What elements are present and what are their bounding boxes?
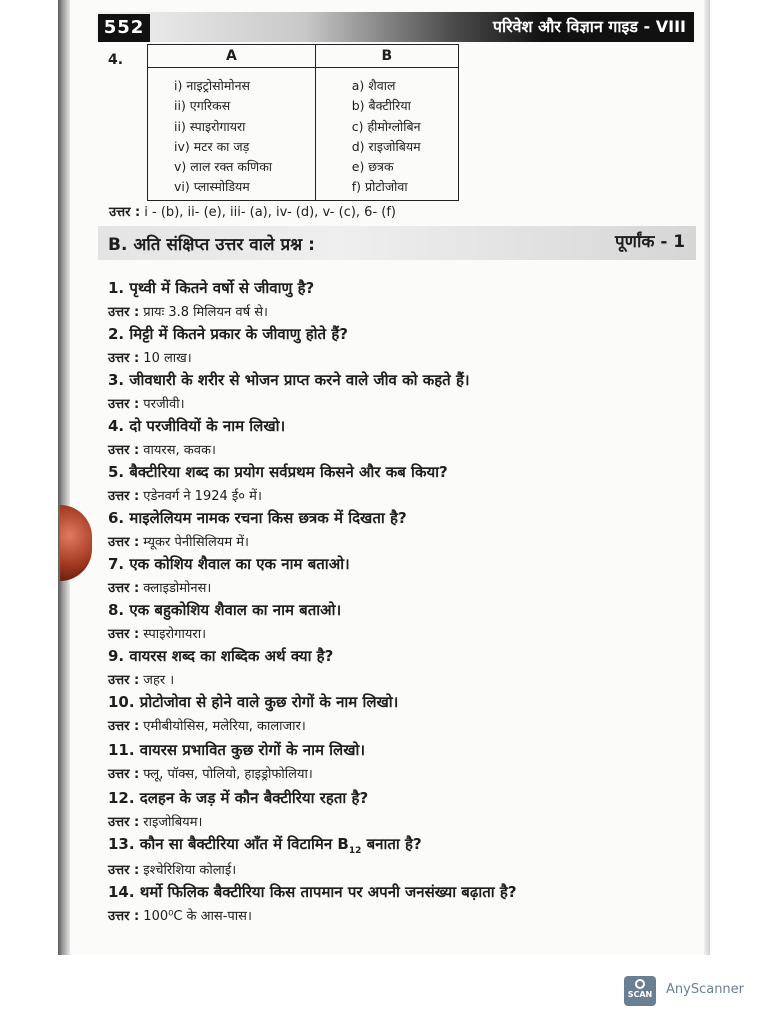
column-b-item: d) राइजोबियम [351, 138, 421, 154]
scanner-logo-icon [624, 976, 656, 1006]
answer-text: क्लाइडोमोनस। [143, 581, 212, 596]
column-b-item: c) हीमोग्लोबिन [351, 118, 421, 134]
scanner-brand: AnyScanner [666, 982, 745, 997]
question: 4. दो परजीवियों के नाम लिखो। [108, 417, 286, 435]
answer [108, 302, 698, 320]
answer [108, 812, 698, 830]
column-a-item: i) नाइट्रोसोमोनस [174, 78, 250, 93]
page-number: 552 [98, 14, 150, 42]
match-table [147, 44, 459, 201]
question: 10. प्रोटोजोवा से होने वाले कुछ रोगों के नाम लिखो। [108, 693, 399, 711]
answer [108, 578, 698, 596]
answer [108, 716, 698, 734]
section-title: B. अति संक्षिप्त उत्तर वाले प्रश्न : [108, 235, 315, 255]
answer-label: उत्तर : [108, 305, 140, 320]
match-question-number: 4. [108, 52, 124, 68]
question: 5. बैक्टीरिया शब्द का प्रयोग सर्वप्रथम किसने और कब किया? [108, 463, 448, 481]
answer-label: उत्तर : [108, 767, 140, 782]
answer-text: राइजोबियम। [143, 815, 203, 830]
answer-label: उत्तर : [108, 627, 140, 642]
answer-text: इश्चेरिशिया कोलाई। [143, 863, 237, 878]
column-a-item: v) लाल रक्त कणिका [174, 159, 273, 175]
answer-label: उत्तर : [108, 535, 140, 550]
answer [108, 860, 698, 878]
answer-text: परजीवी। [143, 397, 185, 412]
answer [108, 348, 698, 366]
answer-text: एमीबीयोसिस, मलेरिया, कालाजार। [143, 719, 306, 734]
question: 14. थर्मो फिलिक बैक्टीरिया किस तापमान पर अपनी जनसंख्या बढ़ाता है? [108, 883, 517, 901]
answer [108, 624, 698, 642]
answer-label: उत्तर : [108, 673, 140, 688]
answer [108, 670, 698, 688]
scanner-logo-text: SCAN [627, 990, 653, 999]
answer-label: उत्तर : [108, 909, 140, 924]
question: 7. एक कोशिय शैवाल का एक नाम बताओ। [108, 555, 350, 573]
question: 2. मिट्टी में कितने प्रकार के जीवाणु होते हैं? [108, 325, 348, 343]
answer-label: उत्तर : [108, 581, 140, 596]
question [108, 834, 698, 856]
question: 11. वायरस प्रभावित कुछ रोगों के नाम लिखो। [108, 741, 366, 759]
question: 3. जीवधारी के शरीर से भोजन प्राप्त करने वाले जीव को कहते हैं। [108, 371, 470, 389]
answer-label: उत्तर : [108, 815, 140, 830]
answer-text: म्यूकर पेनीसिलियम में। [143, 535, 249, 550]
match-answer [109, 202, 396, 220]
answer-label: उत्तर : [109, 205, 141, 220]
answer-label: उत्तर : [108, 489, 140, 504]
answer [108, 532, 698, 550]
page-right-edge [704, 0, 710, 955]
column-b-items [315, 68, 458, 201]
subscript: 12 [348, 846, 362, 856]
answer-text: 100⁰C के आस-पास। [143, 909, 252, 924]
column-b-item: b) बैक्टीरिया [351, 98, 411, 114]
column-a-item: vi) प्लास्मोडियम [174, 179, 250, 195]
answer [108, 764, 698, 782]
answer-text: प्रायः 3.8 मिलियन वर्ष से। [143, 305, 268, 320]
answer-label: उत्तर : [108, 863, 140, 878]
column-a-items [148, 68, 316, 201]
answer-label: उत्तर : [108, 397, 140, 412]
answer [108, 486, 698, 504]
section-marks: पूर्णांक - 1 [615, 232, 686, 252]
answer-text: वायरस, कवक। [143, 443, 216, 458]
answer-text: 10 लाख। [143, 351, 192, 366]
page-binding-shadow [58, 0, 70, 955]
answer-label: उत्तर : [108, 719, 140, 734]
answer-text: एडेनवर्ग ने 1924 ई० में। [143, 489, 262, 504]
answer-text: फ्लू, पॉक्स, पोलियो, हाइड्रोफोलिया। [143, 767, 313, 782]
column-a-item: iv) मटर का जड़ [174, 138, 250, 154]
question: 1. पृथ्वी में कितने वर्षो से जीवाणु है? [108, 279, 315, 297]
column-b-item: a) शैवाल [351, 78, 396, 93]
answer-text: स्पाइरोगायरा। [143, 627, 207, 642]
answer-label: उत्तर : [108, 351, 140, 366]
column-b-header: B [315, 45, 458, 68]
column-b-item: e) छत्रक [351, 159, 394, 175]
answer-text: जहर । [143, 673, 175, 688]
column-a-item: ii) एगरिकस [174, 98, 231, 114]
question: 12. दलहन के जड़ में कौन बैक्टीरिया रहता है? [108, 789, 369, 807]
answer [108, 440, 698, 458]
match-answer-text: i - (b), ii- (e), iii- (a), iv- (d), v- (c), 6- (f) [144, 205, 396, 220]
question: 8. एक बहुकोशिय शैवाल का नाम बताओ। [108, 601, 342, 619]
question-text-end: बनाता है? [361, 835, 422, 853]
question: 9. वायरस शब्द का शब्दिक अर्थ क्या है? [108, 647, 334, 665]
question: 6. माइलेलियम नामक रचना किस छत्रक में दिखता है? [108, 509, 407, 527]
question-text: 13. कौन सा बैक्टीरिया आँत में विटामिन B [108, 835, 349, 853]
answer-label: उत्तर : [108, 443, 140, 458]
column-a-item: ii) स्पाइरोगायरा [174, 118, 246, 134]
answer [108, 906, 698, 924]
running-title: परिवेश और विज्ञान गाइड - VIII [492, 17, 686, 36]
column-a-header: A [148, 45, 316, 68]
answer [108, 394, 698, 412]
column-b-item: f) प्रोटोजोवा [351, 179, 408, 195]
